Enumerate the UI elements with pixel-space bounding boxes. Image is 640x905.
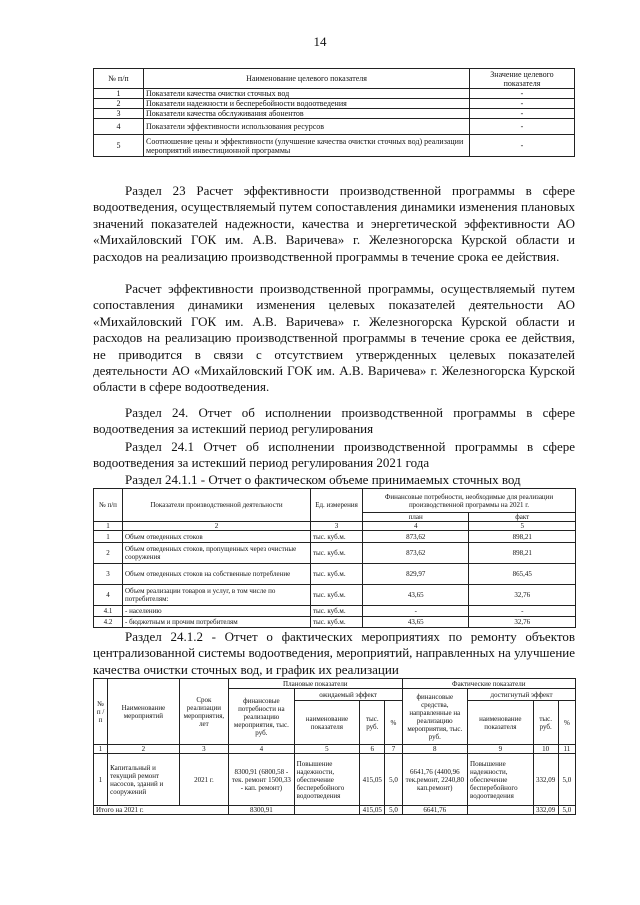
index-row	[94, 522, 576, 531]
index-cell: 6	[360, 745, 385, 754]
cell-num: 2	[94, 543, 123, 564]
index-cell: 5	[294, 745, 360, 754]
table-row	[94, 564, 576, 585]
total-exp-rub: 415,05	[360, 806, 385, 815]
cell-num: 3	[94, 564, 123, 585]
cell-num: 4	[94, 585, 123, 606]
cell-plan: 43,65	[363, 617, 469, 628]
total-fin-plan: 8300,91	[229, 806, 295, 815]
cell-num: 4.2	[94, 617, 123, 628]
index-cell: 8	[402, 745, 468, 754]
section23-paragraph-2: Расчет эффективности производственной программы, осуществляемый путем сопоставления динамики изменения целевых показателей деятельности АО «Михайловский ГОК им. А.В. Варичева» г. Железногорска Курской области и расходов на реализацию производственной программы в течение срока ее действия, не приводится в связи с отсутствием утвержденных целевых показателей деятельности АО «Михайловский ГОК им. А.В. Варичева» г. Железногорска Курской области в сфере водоотведения.	[93, 281, 575, 395]
cell-fact: -	[469, 606, 576, 617]
cell-value: -	[470, 89, 575, 99]
cell-value: -	[470, 135, 575, 157]
repair-activities-table	[93, 678, 576, 815]
index-cell: 5	[469, 522, 576, 531]
table-row	[94, 531, 576, 543]
col-header-num: № п/п	[94, 69, 144, 89]
cell-name: Показатели эффективности использования ресурсов	[144, 119, 470, 135]
index-cell: 3	[311, 522, 363, 531]
cell-fact: 32,76	[469, 585, 576, 606]
cell-num: 4	[94, 119, 144, 135]
cell-name: Соотношение цены и эффективности (улучшение качества очистки сточных вод) реализации мероприятий инвестиционной программы	[144, 135, 470, 157]
col-header-exp-rub: тыс. руб.	[360, 701, 385, 745]
cell-name: Показатели качества обслуживания абонентов	[144, 109, 470, 119]
cell-num: 3	[94, 109, 144, 119]
table-row	[94, 754, 576, 806]
table-row	[94, 617, 576, 628]
section24-1-1-title: Раздел 24.1.1 - Отчет о фактическом объеме принимаемых сточных вод	[125, 472, 521, 487]
cell-name: Объем реализации товаров и услуг, в том числе по потребителям:	[123, 585, 311, 606]
col-header-num: № п/п	[94, 489, 123, 522]
cell-plan: 873,62	[363, 531, 469, 543]
col-header-value: Значение целевого показателя	[470, 69, 575, 89]
cell-ach-rub: 332,09	[533, 754, 558, 806]
cell-name: - бюджетным и прочим потребителям	[123, 617, 311, 628]
col-header-fin-fact: финансовые средства, направленные на реализацию мероприятия, тыс. руб.	[402, 689, 468, 745]
cell-name: - населению	[123, 606, 311, 617]
cell-fact: 898,21	[469, 543, 576, 564]
table-row	[94, 99, 575, 109]
cell-num: 4.1	[94, 606, 123, 617]
page-number: 14	[313, 34, 327, 49]
cell-plan: 829,97	[363, 564, 469, 585]
total-ach-pct: 5,0	[558, 806, 575, 815]
col-header-exp-pct: %	[385, 701, 402, 745]
total-empty-cell	[294, 806, 360, 815]
cell-num: 1	[94, 89, 144, 99]
cell-value: -	[470, 119, 575, 135]
total-fin-fact: 6641,76	[402, 806, 468, 815]
cell-name: Показатели качества очистки сточных вод	[144, 89, 470, 99]
cell-fact: 32,76	[469, 617, 576, 628]
cell-plan: 873,62	[363, 543, 469, 564]
table-row	[94, 543, 576, 564]
index-cell: 1	[94, 745, 108, 754]
cell-exp-indicator: Повышение надежности, обеспечение бесперебойного водоотведения	[294, 754, 360, 806]
col-header-name: Наименование целевого показателя	[144, 69, 470, 89]
col-header-ach-indicator: наименование показателя	[468, 701, 534, 745]
table-row	[94, 585, 576, 606]
total-empty-cell	[468, 806, 534, 815]
total-exp-pct: 5,0	[385, 806, 402, 815]
total-ach-rub: 332,09	[533, 806, 558, 815]
cell-fin-fact: 6641,76 (4400,96 тек.ремонт, 2240,80 кап.ремонт)	[402, 754, 468, 806]
cell-ach-pct: 5,0	[558, 754, 575, 806]
cell-value: -	[470, 109, 575, 119]
col-header-plan-group: Плановые показатели	[229, 679, 402, 689]
col-header-fact: факт	[469, 513, 576, 522]
total-row	[94, 806, 576, 815]
cell-fin-plan: 8300,91 (6800,58 - тек. ремонт 1500,33 - кап. ремонт)	[229, 754, 295, 806]
target-indicators-table	[93, 68, 575, 157]
cell-num: 5	[94, 135, 144, 157]
cell-unit: тыс. куб.м.	[311, 617, 363, 628]
cell-unit: тыс. куб.м.	[311, 564, 363, 585]
col-header-achieved-effect: достигнутый эффект	[468, 689, 576, 701]
table-row	[94, 135, 575, 157]
index-cell: 11	[558, 745, 575, 754]
cell-unit: тыс. куб.м.	[311, 531, 363, 543]
cell-unit: тыс. куб.м.	[311, 543, 363, 564]
index-cell: 7	[385, 745, 402, 754]
cell-exp-rub: 415,05	[360, 754, 385, 806]
wastewater-volume-table	[93, 488, 576, 628]
cell-plan: -	[363, 606, 469, 617]
col-header-ach-rub: тыс. руб.	[533, 701, 558, 745]
index-row	[94, 745, 576, 754]
table-row	[94, 119, 575, 135]
col-header-unit: Ед. измерения	[311, 489, 363, 522]
total-label: Итого на 2021 г.	[94, 806, 229, 815]
cell-term: 2021 г.	[179, 754, 228, 806]
col-header-exp-indicator: наименование показателя	[294, 701, 360, 745]
cell-name: Объем отведенных стоков на собственные потребление	[123, 564, 311, 585]
section24-title: Раздел 24. Отчет об исполнении производственной программы в сфере водоотведения за истекший период регулирования	[93, 405, 575, 437]
cell-name: Объем отведенных стоков, пропущенных через очистные сооружения	[123, 543, 311, 564]
col-header-fin-plan: финансовые потребности на реализацию мероприятия, тыс. руб.	[229, 689, 295, 745]
col-header-indicator: Показатели производственной деятельности	[123, 489, 311, 522]
cell-plan: 43,65	[363, 585, 469, 606]
index-cell: 10	[533, 745, 558, 754]
col-header-term: Срок реализации мероприятия, лет	[179, 679, 228, 745]
cell-unit: тыс. куб.м.	[311, 606, 363, 617]
table-row	[94, 606, 576, 617]
cell-ach-indicator: Повышение надежности, обеспечение бесперебойного водоотведения	[468, 754, 534, 806]
section23-paragraph-1: Раздел 23 Расчет эффективности производственной программы в сфере водоотведения, осуществляемый путем сопоставления динамики изменения плановых значений показателей надежности, качества и энергетической эффективности АО «Михайловский ГОК им. А.В. Варичева» г. Железногорска Курской области и расходов на реализацию производственной программы в течение срока ее действия.	[93, 183, 575, 264]
index-cell: 1	[94, 522, 123, 531]
cell-name: Объем отведенных стоков	[123, 531, 311, 543]
index-cell: 9	[468, 745, 534, 754]
cell-unit: тыс. куб.м.	[311, 585, 363, 606]
col-header-activity: Наименование мероприятий	[108, 679, 180, 745]
index-cell: 4	[363, 522, 469, 531]
section24-1-2-title: Раздел 24.1.2 - Отчет о фактических мероприятиях по ремонту объектов централизованной системы водоотведения, мероприятий, направленных на улучшение качества очистки сточных вод, и график их реализации	[93, 629, 575, 677]
col-header-financial-needs: Финансовые потребности, необходимые для реализации производственной программы на 2021 г.	[363, 489, 576, 513]
cell-value: -	[470, 99, 575, 109]
index-cell: 3	[179, 745, 228, 754]
col-header-ach-pct: %	[558, 701, 575, 745]
index-cell: 2	[108, 745, 180, 754]
section24-1-title: Раздел 24.1 Отчет об исполнении производственной программы в сфере водоотведения за истекший период регулирования 2021 года	[93, 439, 575, 471]
cell-activity: Капитальный и текущий ремонт насосов, зданий и сооружений	[108, 754, 180, 806]
col-header-expected-effect: ожидаемый эффект	[294, 689, 402, 701]
table-row	[94, 109, 575, 119]
index-cell: 4	[229, 745, 295, 754]
col-header-plan: план	[363, 513, 469, 522]
col-header-num: № п / п	[94, 679, 108, 745]
cell-num: 1	[94, 754, 108, 806]
cell-name: Показатели надежности и бесперебойности водоотведения	[144, 99, 470, 109]
cell-exp-pct: 5,0	[385, 754, 402, 806]
cell-fact: 865,45	[469, 564, 576, 585]
table-row	[94, 89, 575, 99]
cell-fact: 898,21	[469, 531, 576, 543]
cell-num: 2	[94, 99, 144, 109]
index-cell: 2	[123, 522, 311, 531]
cell-num: 1	[94, 531, 123, 543]
col-header-fact-group: Фактические показатели	[402, 679, 575, 689]
